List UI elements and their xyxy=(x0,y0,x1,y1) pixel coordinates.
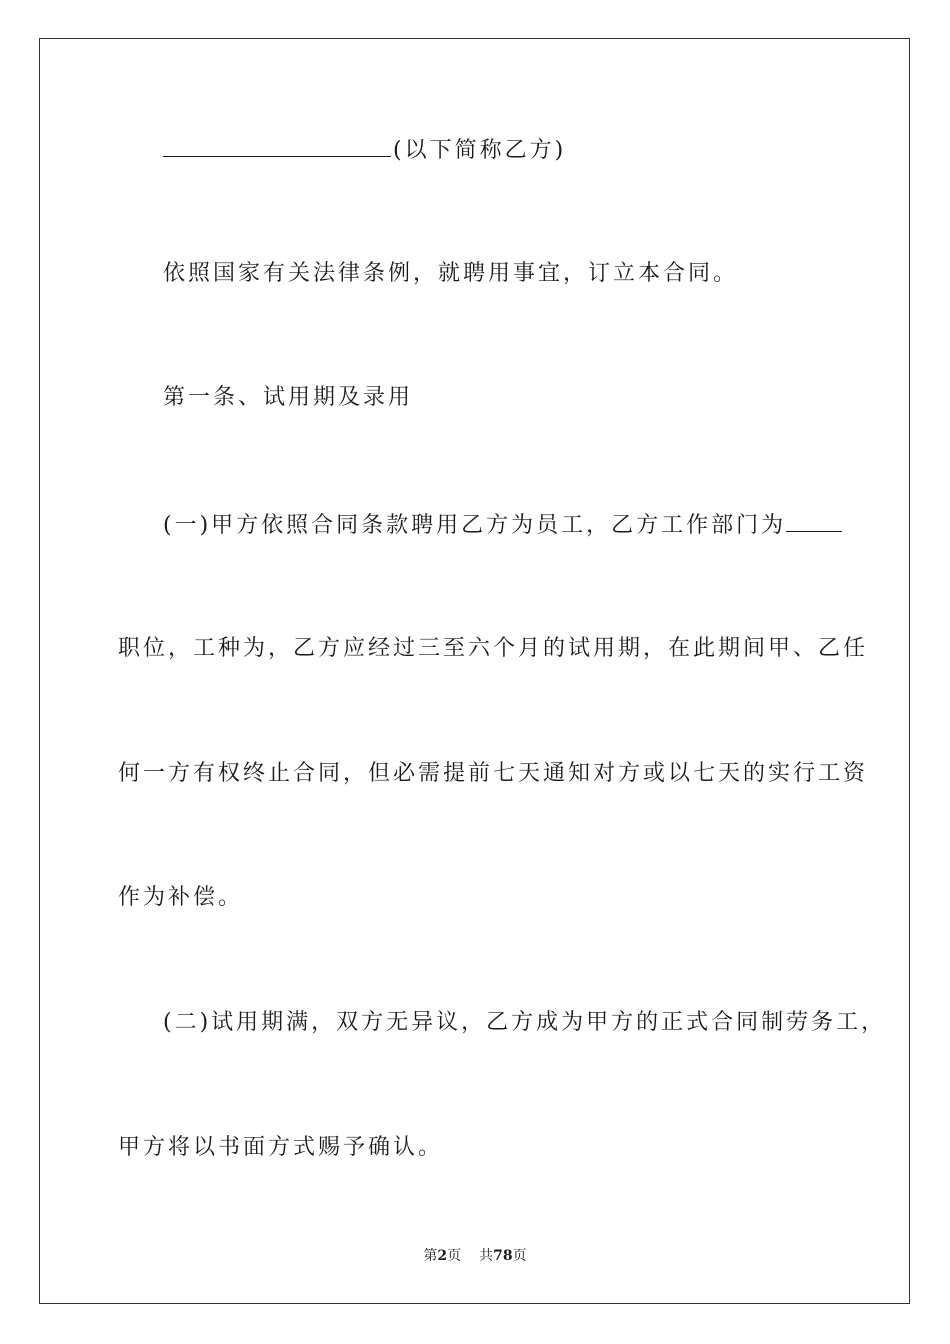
article-one-heading: 第一条、试用期及录用 xyxy=(163,385,414,410)
total-suffix: 页 xyxy=(512,1248,527,1264)
page-suffix: 页 xyxy=(447,1248,462,1264)
page-number: 2 xyxy=(437,1248,448,1264)
party-b-line xyxy=(163,134,566,166)
clause-1-line-1 xyxy=(163,509,842,541)
party-b-label: (以下简称乙方) xyxy=(393,138,567,163)
page-prefix: 第 xyxy=(423,1248,438,1264)
total-pages: 78 xyxy=(493,1248,513,1264)
clause-1-line-4: 作为补偿。 xyxy=(118,885,244,910)
clause-1-line-3: 何一方有权终止合同，但必需提前七天通知对方或以七天的实行工资 xyxy=(118,761,869,786)
clause-1-line-2: 职位，工种为，乙方应经过三至六个月的试用期，在此期间甲、乙任 xyxy=(118,636,869,661)
clause-2-line-2: 甲方将以书面方式赐予确认。 xyxy=(118,1135,444,1160)
party-b-name-blank[interactable] xyxy=(163,134,391,157)
total-prefix: 共 xyxy=(479,1248,494,1264)
page-border xyxy=(39,38,910,1304)
clause-2-line-1: (二)试用期满，双方无异议，乙方成为甲方的正式合同制劳务工， xyxy=(163,1010,887,1035)
department-blank[interactable] xyxy=(786,509,842,532)
preamble-paragraph: 依照国家有关法律条例，就聘用事宜，订立本合同。 xyxy=(163,261,739,286)
clause-1-text: (一)甲方依照合同条款聘用乙方为员工，乙方工作部门为 xyxy=(163,513,787,538)
page-footer xyxy=(0,1246,950,1266)
